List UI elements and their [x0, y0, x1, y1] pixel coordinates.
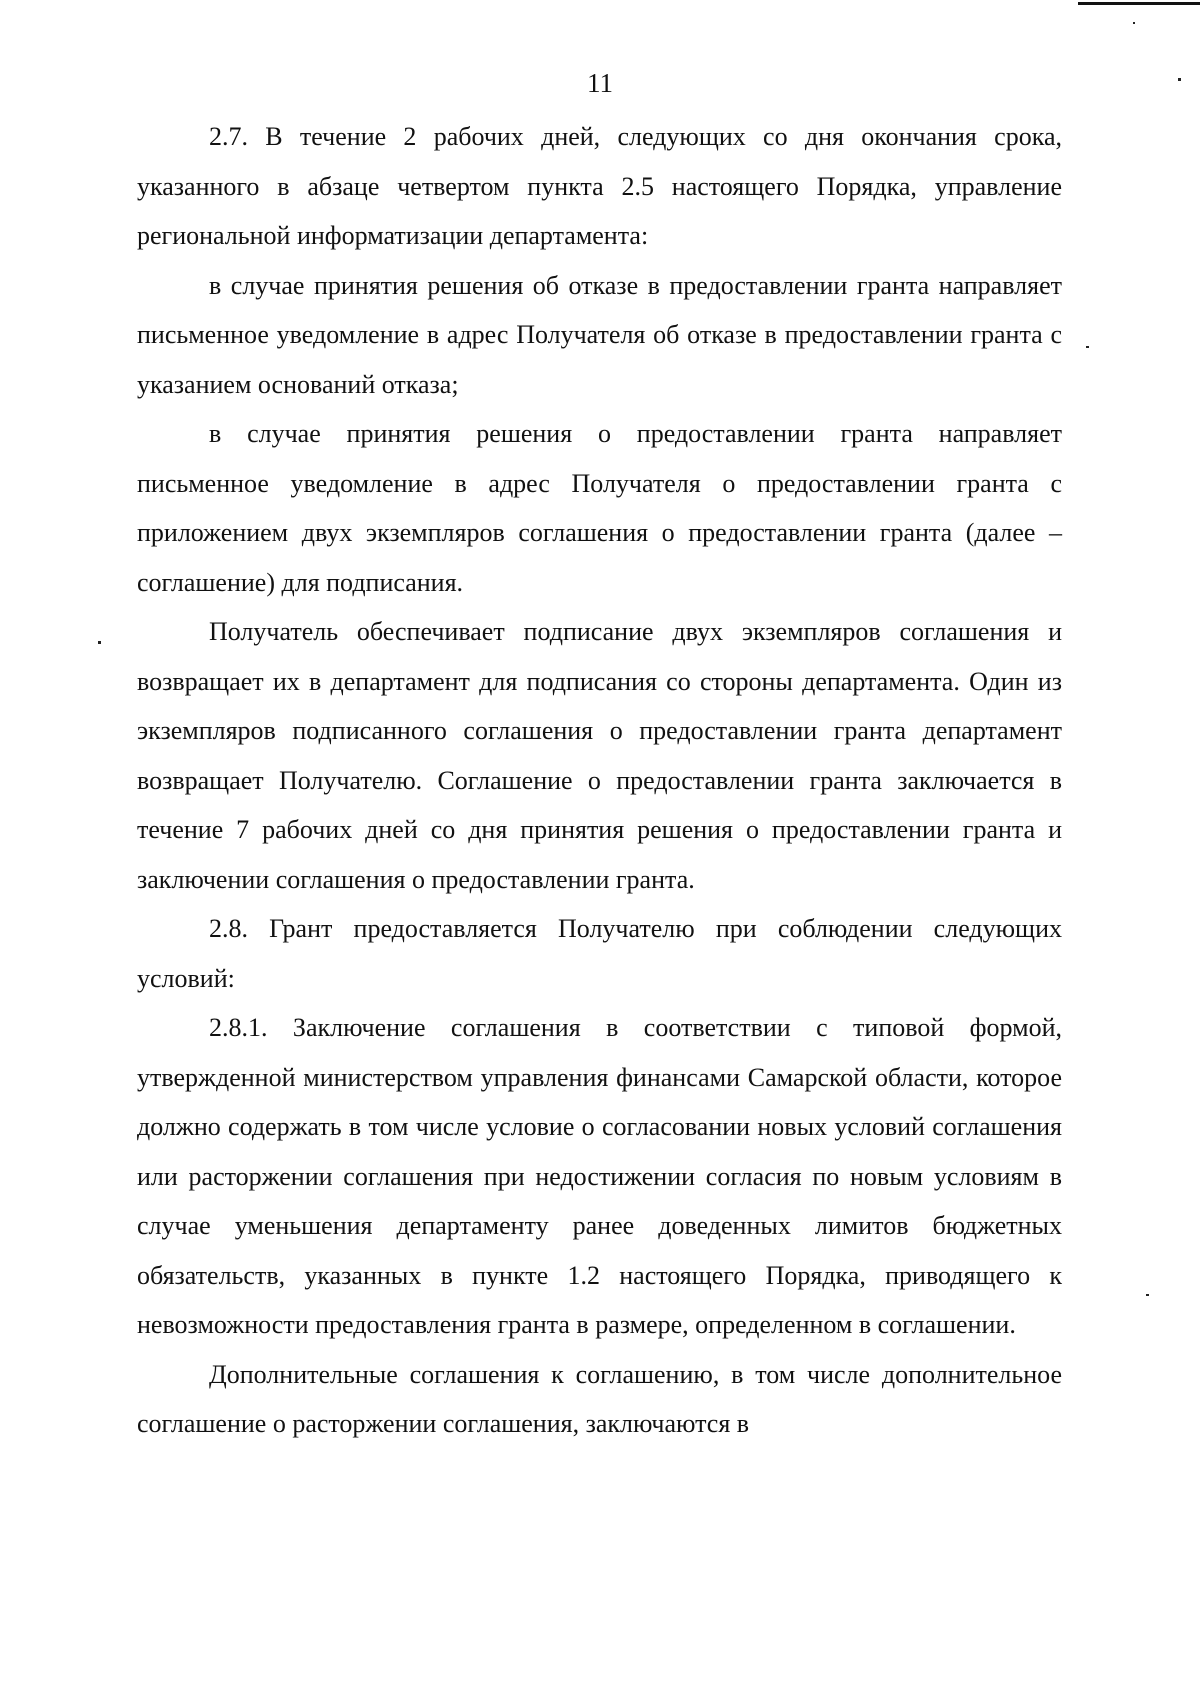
paragraph-2-8: 2.8. Грант предоставляется Получателю при соблюдении следующих условий: — [137, 914, 1062, 993]
paragraph-additional-agreements: Дополнительные соглашения к соглашению, в том числе дополнительное соглашение о расторжении соглашения, заключаются в — [137, 1359, 1062, 1438]
paragraph-refusal: в случае принятия решения об отказе в предоставлении гранта направляет письменное уведомление в адрес Получателя об отказе в предоставлении гранта с указанием оснований отказа; — [137, 270, 1062, 399]
scan-speck — [1086, 346, 1089, 348]
document-body — [137, 112, 1062, 1449]
paragraph-recipient-signing: Получатель обеспечивает подписание двух экземпляров соглашения и возвращает их в департамент для подписания со стороны департамента. Один из экземпляров подписанного соглашения о предоставлении гранта департамент возвращает Получателю. Соглашение о предоставлении гранта заключается в течение 7 рабочих дней со дня принятия решения о предоставлении гранта и заключении соглашения о предоставлении гранта. — [137, 617, 1062, 894]
scan-speck — [1146, 1294, 1149, 1296]
paragraph-2-8-1: 2.8.1. Заключение соглашения в соответствии с типовой формой, утвержденной министерством управления финансами Самарской области, которое должно содержать в том числе условие о согласовании новых условий соглашения или расторжении соглашения при недостижении согласия по новым условиям в случае уменьшения департаменту ранее доведенных лимитов бюджетных обязательств, указанных в пункте 1.2 настоящего Порядка, приводящего к невозможности предоставления гранта в размере, определенном в соглашении. — [137, 1013, 1062, 1339]
scan-speck — [1178, 78, 1181, 81]
page-number: 11 — [587, 68, 613, 98]
scan-speck — [1133, 22, 1135, 24]
paragraph-2-7: 2.7. В течение 2 рабочих дней, следующих со дня окончания срока, указанного в абзаце четвертом пункта 2.5 настоящего Порядка, управление региональной информатизации департамента: — [137, 122, 1062, 250]
scan-speck — [98, 641, 101, 644]
scan-edge-line — [1078, 2, 1200, 5]
paragraph-approval: в случае принятия решения о предоставлении гранта направляет письменное уведомление в адрес Получателя о предоставлении гранта с приложением двух экземпляров соглашения о предоставлении гранта (далее – соглашение) для подписания. — [137, 419, 1062, 597]
